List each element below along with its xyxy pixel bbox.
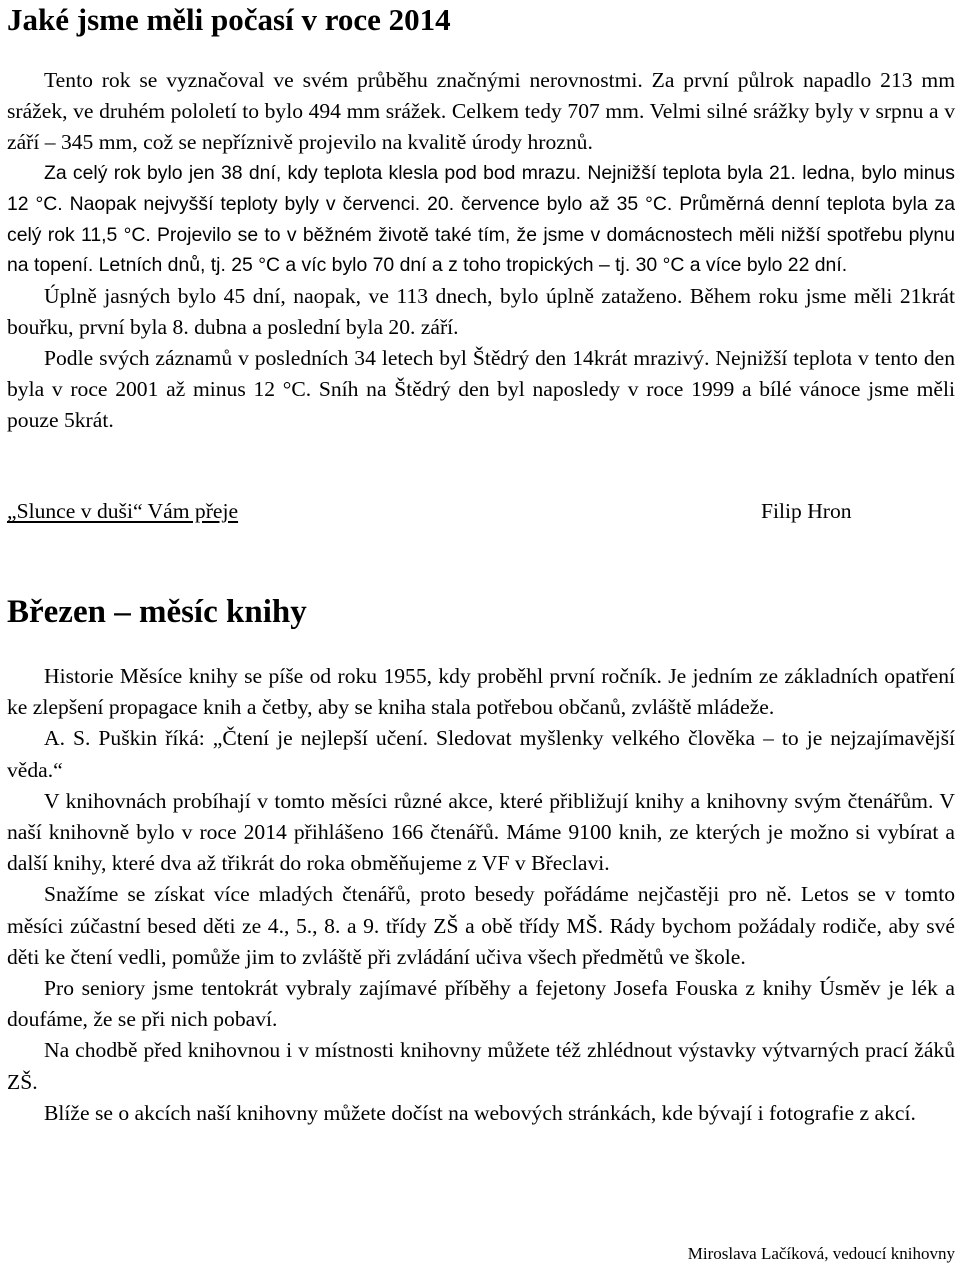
weather-greeting: „Slunce v duši“ Vám přeje <box>7 499 239 523</box>
weather-author: Filip Hron <box>761 499 852 523</box>
book-paragraph-history: Historie Měsíce knihy se píše od roku 1955, kdy proběhl první ročník. Je jedním ze základních opatření ke zlepšení propagace knih a četby, aby se kniha stala potřebou občanů, zvláště mládeže. <box>7 664 955 720</box>
book-paragraph-libraries: V knihovnách probíhají v tomto měsíci různé akce, které přibližují knihy a knihovny svým čtenářům. V naší knihovně bylo v roce 2014 přihlášeno 166 čtenářů. Máme 9100 knih, ze kterých je možno si vybírat a další knihy, které dva až třikrát do roka obměňujeme z VF v Břeclavi. <box>7 788 955 876</box>
book-article-body <box>7 661 955 1129</box>
weather-paragraph-clouds-storms: Úplně jasných bylo 45 dní, naopak, ve 113 dnech, bylo úplně zataženo. Během roku jsme měli 21krát bouřku, první byla 8. dubna a poslední byla 20. září. <box>7 284 955 340</box>
book-paragraph-exhibitions: Na chodbě před knihovnou i v místnosti knihovny můžete též zhlédnout výstavky výtvarných prací žáků ZŠ. <box>7 1038 955 1094</box>
book-paragraph-young-readers: Snažíme se získat více mladých čtenářů, proto besedy pořádáme nejčastěji pro ně. Letos se v tomto měsíci zúčastní besed děti ze 4., 5., 8. a 9. třídy ZŠ a obě třídy MŠ. Rády bychom požádaly rodiče, aby své děti ke čtení vedli, pomůže jim to zvláště při zvládání učiva všech předmětů ve škole. <box>7 882 955 969</box>
book-author: Miroslava Lačíková, vedoucí knihovny <box>687 1244 955 1263</box>
weather-article-body <box>7 65 955 436</box>
book-paragraph-seniors: Pro seniory jsme tentokrát vybraly zajímavé příběhy a fejetony Josefa Fouska z knihy Úsměv je lék a doufáme, že se při nich pobaví. <box>7 976 955 1032</box>
book-paragraph-website: Blíže se o akcích naší knihovny můžete dočíst na webových stránkách, kde bývají i fotografie z akcí. <box>44 1100 916 1125</box>
weather-paragraph-precipitation: Tento rok se vyznačoval ve svém průběhu značnými nerovnostmi. Za první půlrok napadlo 213 mm srážek, ve druhém pololetí to bylo 494 mm srážek. Celkem tedy 707 mm. Velmi silné srážky byly v srpnu a v září – 345 mm, což se nepříznivě projevilo na kvalitě úrody hroznů. <box>7 68 955 154</box>
book-paragraph-quote: A. S. Puškin říká: „Čtení je nejlepší učení. Sledovat myšlenky velkého člověka – to je nejzajímavější věda.“ <box>7 726 955 782</box>
book-article-title: Březen – měsíc knihy <box>7 594 307 630</box>
weather-paragraph-temperature: Za celý rok bylo jen 38 dní, kdy teplota klesla pod bod mrazu. Nejnižší teplota byla 21. ledna, bylo minus 12 °C. Naopak nejvyšší teploty byly v červenci. 20. července bylo až 35 °C. Průměrná denní teplota byla za celý rok 11,5 °C. Projevilo se to v běžném životě také tím, že jsme v domácnostech měli nižší spotřebu plynu na topení. Letních dnů, tj. 25 °C a víc bylo 70 dní a z toho tropických – tj. 30 °C a více bylo 22 dní. <box>7 161 955 277</box>
weather-paragraph-christmas: Podle svých záznamů v posledních 34 letech byl Štědrý den 14krát mrazivý. Nejnižší teplota v tento den byla v roce 2001 až minus 12 °C. Sníh na Štědrý den byl naposledy v roce 1999 a bílé vánoce jsme měli pouze 5krát. <box>7 346 955 432</box>
weather-article-title: Jaké jsme měli počasí v roce 2014 <box>7 2 451 37</box>
